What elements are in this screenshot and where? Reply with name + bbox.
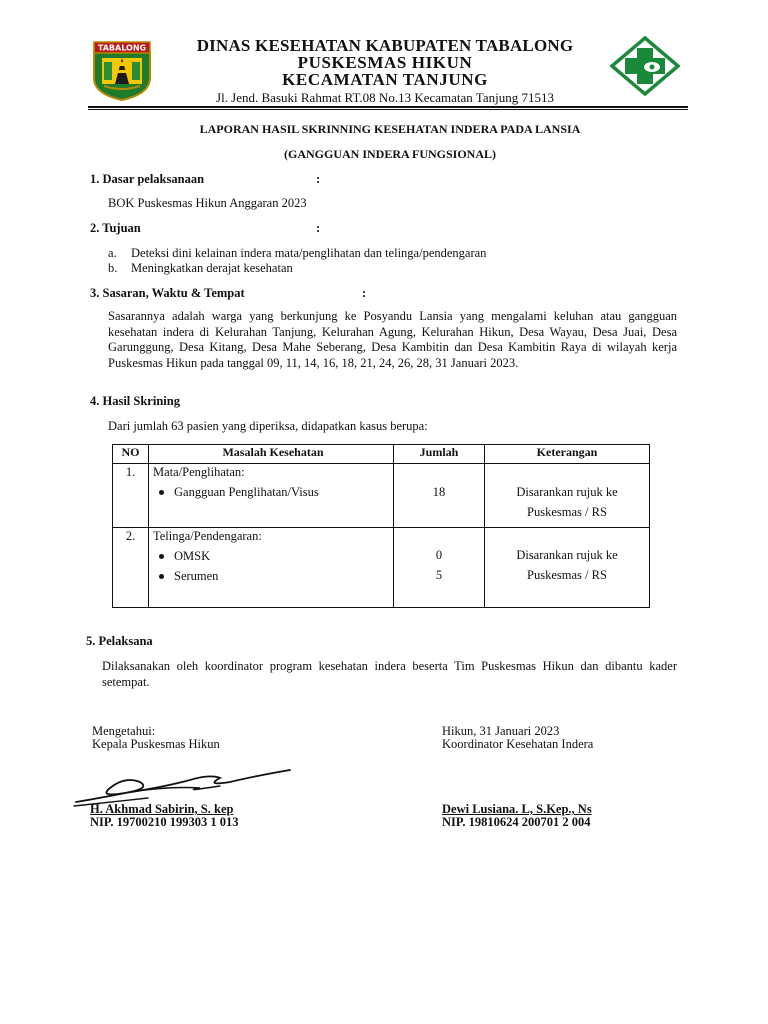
row-count — [394, 464, 485, 528]
problem-item-text: Gangguan Penglihatan/Visus — [174, 485, 319, 499]
signature-left-nip: NIP. 19700210 199303 1 013 — [90, 815, 239, 829]
tujuan-item: Deteksi dini kelainan indera mata/penglihatan dan telinga/pendengaran — [131, 246, 487, 260]
letterhead-puskesmas: PUSKESMAS HIKUN — [297, 53, 473, 72]
section-dasar-heading: 1. Dasar pelaksanaan — [90, 172, 205, 186]
signature-left-line1: Mengetahui: — [92, 724, 156, 738]
row-number — [113, 464, 149, 528]
section-hasil-intro: Dari jumlah 63 pasien yang diperiksa, didapatkan kasus berupa: — [108, 419, 428, 433]
row-note — [485, 464, 650, 528]
note-line: Disarankan rujuk ke — [516, 485, 618, 499]
section-sasaran-colon: : — [362, 286, 367, 300]
signature-right-line2: Koordinator Kesehatan Indera — [442, 737, 594, 751]
section-dasar-text: BOK Puskesmas Hikun Anggaran 2023 — [108, 196, 307, 210]
row-number — [113, 528, 149, 608]
count-value: 18 — [432, 485, 446, 499]
section-pelaksana-text: Dilaksanakan oleh koordinator program kesehatan indera beserta Tim Puskesmas Hikun dan dibantu kader setempat. — [102, 659, 677, 689]
screening-results-table — [112, 444, 650, 608]
row-number-text: 2. — [125, 529, 136, 543]
letterhead-rule — [88, 106, 688, 108]
problem-item — [153, 485, 393, 500]
row-count — [394, 528, 485, 608]
count-value: 5 — [435, 568, 443, 582]
problem-item — [153, 569, 393, 584]
row-problem — [149, 464, 394, 528]
table-row — [113, 464, 650, 528]
puskesmas-logo — [610, 36, 680, 96]
tabalong-regency-logo — [90, 38, 154, 102]
tujuan-item: Meningkatkan derajat kesehatan — [131, 261, 293, 275]
section-dasar-colon: : — [316, 172, 321, 186]
column-header-keterangan: Keterangan — [485, 445, 650, 464]
section-pelaksana-heading: 5. Pelaksana — [86, 634, 153, 648]
section-tujuan-heading: 2. Tujuan — [90, 221, 141, 235]
letterhead-agency: DINAS KESEHATAN KABUPATEN TABALONG — [196, 36, 574, 55]
signature-right-nip: NIP. 19810624 200701 2 004 — [442, 815, 591, 829]
problem-item-text: OMSK — [174, 549, 211, 563]
problem-item — [153, 549, 393, 564]
section-tujuan-colon: : — [316, 221, 321, 235]
letterhead-kecamatan: KECAMATAN TANJUNG — [282, 70, 488, 89]
row-problem — [149, 528, 394, 608]
note-line: Puskesmas / RS — [527, 568, 607, 582]
report-subtitle: (GANGGUAN INDERA FUNGSIONAL) — [283, 147, 496, 161]
row-note — [485, 528, 650, 608]
note-line: Disarankan rujuk ke — [516, 548, 618, 562]
row-number-text: 1. — [125, 465, 136, 479]
column-header-no: NO — [113, 445, 149, 464]
note-line: Puskesmas / RS — [527, 505, 607, 519]
column-header-masalah: Masalah Kesehatan — [149, 445, 394, 464]
count-value: 0 — [435, 548, 443, 562]
problem-item-text: Serumen — [174, 569, 219, 583]
tujuan-item-marker: b. — [108, 261, 118, 275]
section-sasaran-text: Sasarannya adalah warga yang berkunjung ke Posyandu Lansia yang mengalami keluhan atau gangguan kesehatan indera di Kelurahan Tanjung, Kelurahan Agung, Kelurahan Hikun, Desa Wayau, Desa Juai, Desa Garunggung, Desa Kitang, Desa Mahe Seberang, Desa Kambitin dan Desa Kambitin Raya di wilayah kerja Puskesmas Hikun pada tanggal 09, 11, 14, 16, 18, 21, 24, 26, 28, 31 Januari 2023. — [108, 309, 677, 370]
table-header-row — [113, 445, 650, 464]
letterhead-address: Jl. Jend. Basuki Rahmat RT.08 No.13 Kecamatan Tanjung 71513 — [216, 90, 554, 105]
signature-left-name: H. Akhmad Sabirin, S. kep — [90, 802, 234, 816]
report-title: LAPORAN HASIL SKRINNING KESEHATAN INDERA PADA LANSIA — [199, 122, 581, 136]
bullet-icon — [159, 554, 164, 559]
table-row — [113, 528, 650, 608]
section-hasil-heading: 4. Hasil Skrining — [90, 394, 180, 408]
signature-left-line2: Kepala Puskesmas Hikun — [92, 737, 220, 751]
signature-right-line1: Hikun, 31 Januari 2023 — [442, 724, 560, 738]
signature-right-name: Dewi Lusiana. L, S.Kep., Ns — [442, 802, 592, 816]
bullet-icon — [159, 574, 164, 579]
row-category: Mata/Penglihatan: — [153, 465, 245, 479]
section-sasaran-heading: 3. Sasaran, Waktu & Tempat — [90, 286, 245, 300]
column-header-jumlah: Jumlah — [394, 445, 485, 464]
bullet-icon — [159, 490, 164, 495]
svg-text:TABALONG: TABALONG — [97, 43, 147, 53]
letterhead-rule-thin — [88, 109, 688, 110]
tujuan-item-marker: a. — [108, 246, 117, 260]
row-category: Telinga/Pendengaran: — [153, 529, 262, 543]
